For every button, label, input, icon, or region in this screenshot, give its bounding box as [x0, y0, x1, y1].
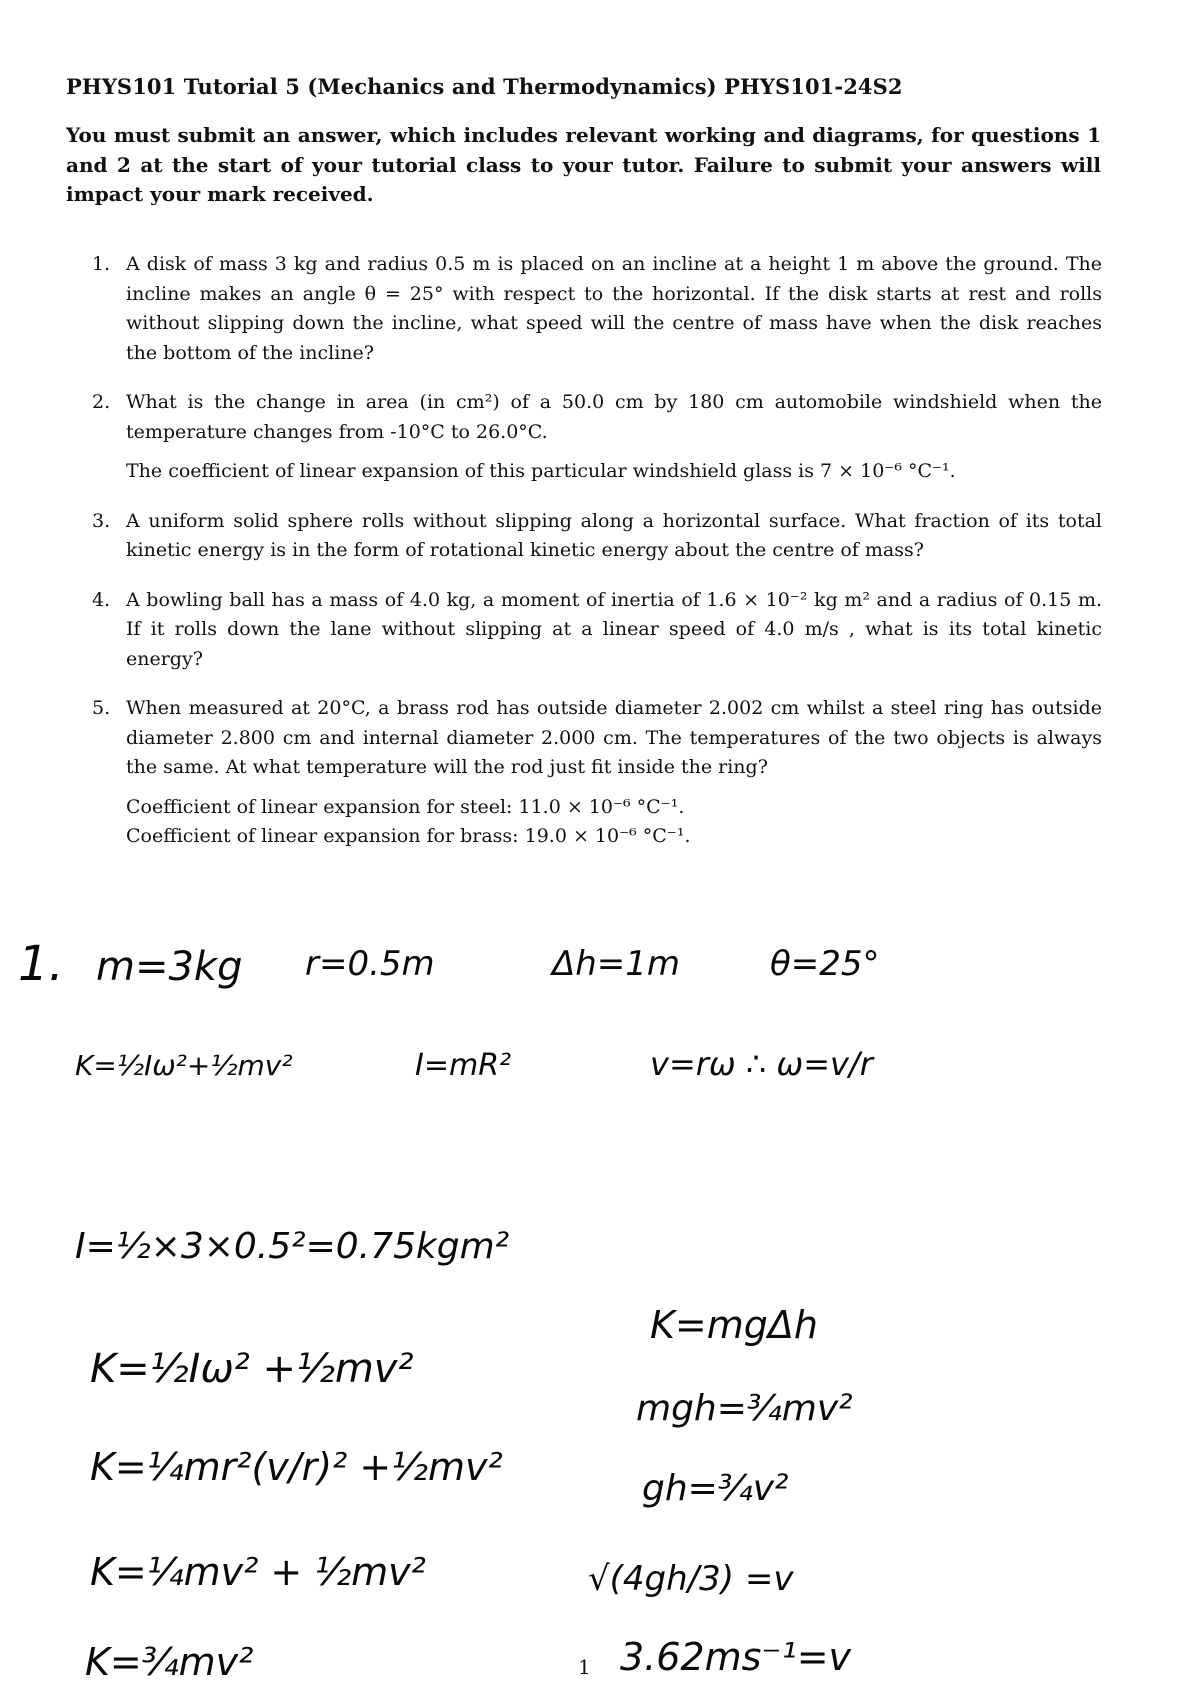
question-number: 5. [92, 697, 111, 719]
question-5 [92, 694, 1102, 852]
hand-left-step-1: K=½Iω² +½mv² [90, 1346, 414, 1392]
hand-given-height: Δh=1m [552, 944, 681, 984]
hand-right-step-2: mgh=¾mv² [636, 1388, 853, 1429]
question-text: A bowling ball has a mass of 4.0 kg, a moment of inertia of 1.6 × 10⁻² kg m² and a radius of 0.15 m. If it rolls down the lane without slipping at a linear speed of 4.0 m/s , what is its total kinetic energy? [126, 588, 1102, 670]
hand-left-step-3: K=¼mv² + ½mv² [90, 1550, 426, 1594]
question-number: 1. [92, 253, 111, 275]
handwritten-working [0, 920, 1200, 1696]
page-title: PHYS101 Tutorial 5 (Mechanics and Thermodynamics) PHYS101-24S2 [66, 74, 903, 99]
hand-given-mass: m=3kg [96, 944, 243, 990]
hand-question-label: 1. [18, 936, 64, 992]
hand-right-step-5: 3.62ms⁻¹=v [620, 1635, 852, 1679]
question-1 [92, 250, 1102, 368]
question-number: 2. [92, 391, 111, 413]
hand-formula-velocity: v=rω ∴ ω=v/r [650, 1045, 873, 1083]
hand-calc-inertia: I=½×3×0.5²=0.75kgm² [75, 1226, 510, 1267]
hand-given-angle: θ=25° [770, 944, 880, 984]
hand-formula-inertia: I=mR² [415, 1048, 512, 1083]
hand-left-step-4: K=¾mv² [85, 1640, 254, 1684]
page-number: 1 [578, 1655, 591, 1679]
question-coefficients: Coefficient of linear expansion for steel: 11.0 × 10⁻⁶ °C⁻¹. Coefficient of linear expansion for brass: 19.0 × 10⁻⁶ °C⁻¹. [126, 795, 691, 847]
hand-right-step-1: K=mgΔh [650, 1303, 818, 1347]
hand-right-step-3: gh=¾v² [642, 1468, 789, 1509]
question-4 [92, 586, 1102, 675]
submission-notice: You must submit an answer, which includes relevant working and diagrams, for questions 1 and 2 at the start of your tutorial class to your tutor. Failure to submit your answers will impact your mark received. [66, 123, 1101, 206]
question-note: The coefficient of linear expansion of this particular windshield glass is 7 × 10⁻⁶ °C⁻¹. [126, 460, 956, 482]
question-text: When measured at 20°C, a brass rod has outside diameter 2.002 cm whilst a steel ring has outside diameter 2.800 cm and internal diameter 2.000 cm. The temperatures of the two objects is always the same. At what temperature will the rod just fit inside the ring? [126, 697, 1102, 778]
question-text: A uniform solid sphere rolls without slipping along a horizontal surface. What fraction of its total kinetic energy is in the form of rotational kinetic energy about the centre of mass? [126, 509, 1102, 561]
hand-left-step-2: K=¼mr²(v/r)² +½mv² [90, 1445, 503, 1489]
question-3 [92, 507, 1102, 566]
question-number: 4. [92, 588, 111, 611]
hand-right-step-4: √(4gh/3) =v [588, 1559, 794, 1599]
question-2 [92, 388, 1102, 487]
hand-formula-kinetic: K=½Iω²+½mv² [75, 1049, 293, 1082]
question-number: 3. [92, 509, 111, 532]
question-text: What is the change in area (in cm²) of a 50.0 cm by 180 cm automobile windshield when the temperature changes from -10°C to 26.0°C. [126, 391, 1102, 443]
hand-given-radius: r=0.5m [305, 944, 435, 984]
question-text: A disk of mass 3 kg and radius 0.5 m is placed on an incline at a height 1 m above the ground. The incline makes an angle θ = 25° with respect to the horizontal. If the disk starts at rest and rolls without slipping down the incline, what speed will the centre of mass have when the disk reaches the bottom of the incline? [126, 253, 1102, 364]
question-list [92, 250, 1102, 872]
